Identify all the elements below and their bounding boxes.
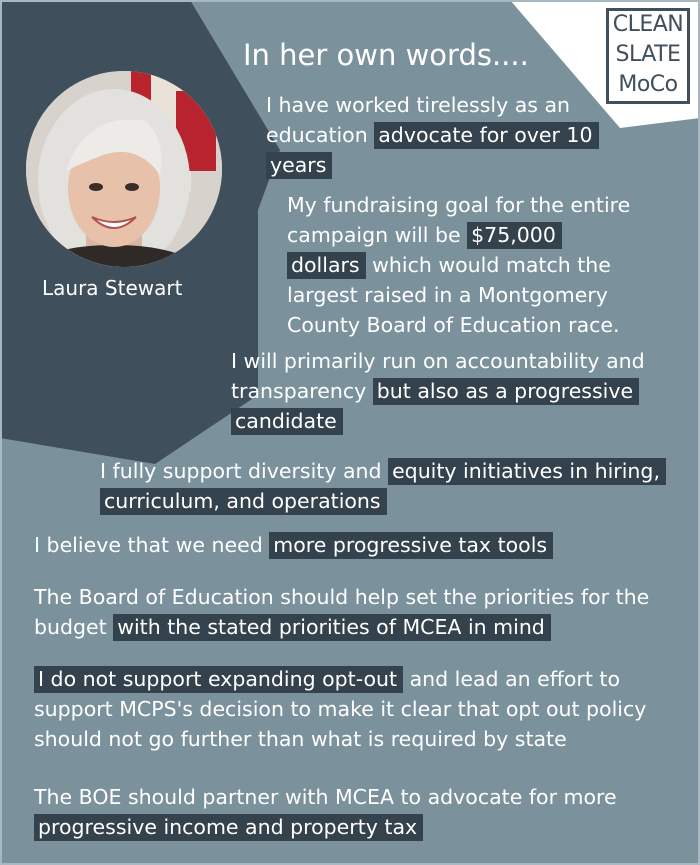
quote-2 <box>287 190 633 340</box>
quote-4-highlight: equity initiatives in hiring, curriculum, and operations <box>100 458 666 515</box>
quote-3 <box>231 346 671 436</box>
quote-5-highlight: more progressive tax tools <box>269 532 553 559</box>
quote-4 <box>100 456 660 516</box>
quote-3-text: I will primarily run on accountability and transparency <box>231 349 645 403</box>
logo-line-1: CLEAN <box>612 12 684 37</box>
quote-1-text: I have worked tirelessly as an education <box>266 93 571 147</box>
quote-6-text: The Board of Education should help set the priorities for the budget <box>34 585 650 639</box>
quote-8-highlight: progressive income and property tax <box>34 814 423 841</box>
quote-5-text: I believe that we need <box>34 533 270 557</box>
logo-line-3: MoCo <box>618 72 678 97</box>
clean-slate-moco-logo <box>606 8 690 104</box>
quote-7 <box>34 664 694 754</box>
logo-line-2: SLATE <box>615 42 681 67</box>
candidate-name: Laura Stewart <box>42 276 183 300</box>
quote-8 <box>34 782 674 842</box>
quote-1 <box>266 90 598 180</box>
quote-6-highlight: with the stated priorities of MCEA in mind <box>113 614 551 641</box>
candidate-photo <box>26 71 222 267</box>
quote-2-after: which would match the largest raised in a Montgomery County Board of Education race. <box>287 253 620 337</box>
quote-2-highlight: $75,000 dollars <box>287 222 562 279</box>
quote-6 <box>34 582 694 642</box>
portrait-illustration <box>26 71 222 267</box>
quote-1-highlight: advocate for over 10 years <box>266 122 599 179</box>
quote-7-after: and lead an effort to support MCPS's decision to make it clear that opt out policy should not go further than what is required by state <box>34 667 647 751</box>
quote-3-highlight: but also as a progressive candidate <box>231 378 639 435</box>
quote-4-text: I fully support diversity and <box>100 459 389 483</box>
quote-7-highlight: I do not support expanding opt-out <box>34 666 403 693</box>
quote-8-text: The BOE should partner with MCEA to advocate for more <box>34 785 617 809</box>
quote-5 <box>34 530 674 560</box>
page-title: In her own words.... <box>243 38 529 72</box>
quote-2-text: My fundraising goal for the entire campaign will be <box>287 193 631 247</box>
